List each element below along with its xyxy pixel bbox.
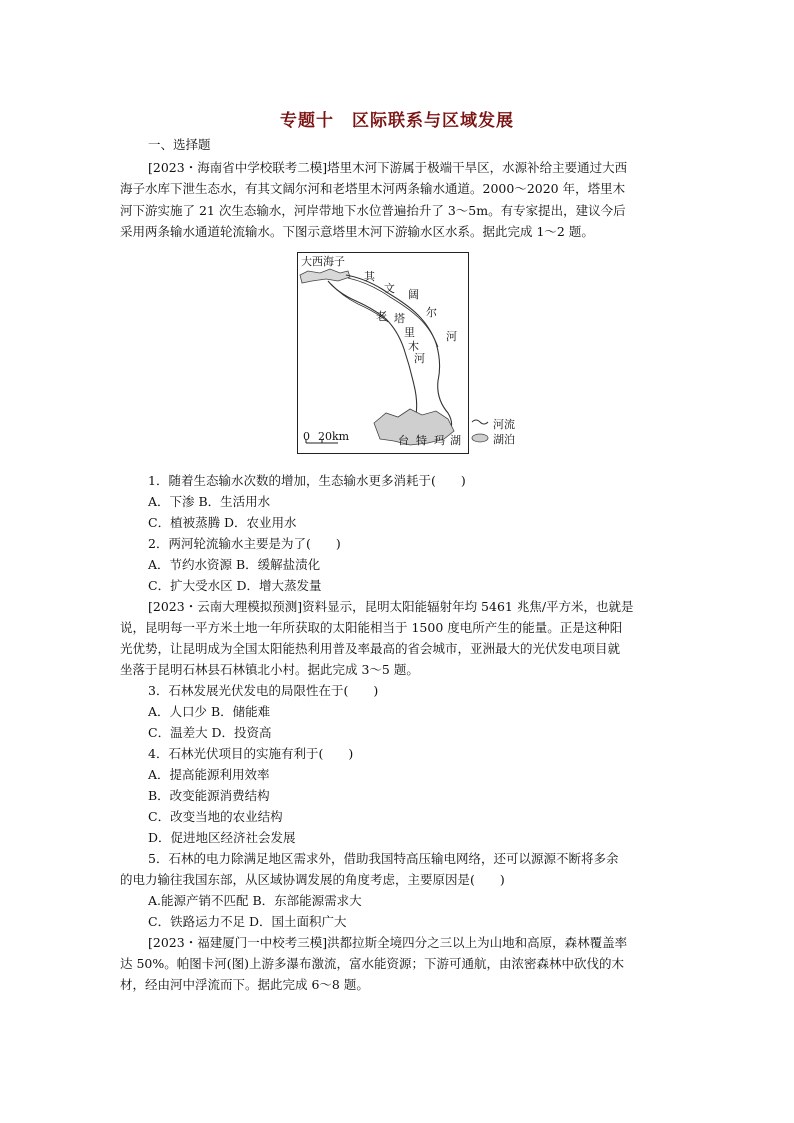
option-line: B．改变能源消费结构	[148, 788, 270, 803]
river1-char: 河	[446, 330, 457, 343]
question-line: 3．石林发展光伏发电的局限性在于( )	[148, 683, 379, 698]
option-line: C．铁路运力不足 D．国土面积广大	[148, 914, 347, 929]
legend-lake: 湖泊	[493, 433, 515, 446]
option-line: A．提高能源利用效率	[148, 767, 270, 782]
river1-char: 阔	[408, 288, 419, 301]
intro1-line: 采用两条输水通道轮流输水。下图示意塔里木河下游输水区水系。据此完成 1～2 题。	[120, 224, 594, 239]
option-line: C．扩大受水区 D．增大蒸发量	[148, 578, 322, 593]
legend-lake-symbol	[472, 434, 488, 442]
option-line: D．促进地区经济社会发展	[148, 830, 296, 845]
legend-river-symbol	[472, 420, 488, 424]
lake-char: 特	[416, 434, 427, 447]
option-line: C．植被蒸腾 D．农业用水	[148, 515, 297, 530]
question-line: 的电力输往我国东部，从区域协调发展的角度考虑，主要原因是( )	[120, 872, 505, 887]
river1-char: 其	[364, 270, 375, 283]
question-line: 1．随着生态输水次数的增加，生态输水更多消耗于( )	[148, 473, 466, 488]
option-line: A．下渗 B．生活用水	[148, 494, 271, 509]
option-line: A．节约水资源 B．缓解盐渍化	[148, 557, 321, 572]
scale-label: 20km	[318, 430, 350, 443]
river-old-tarim	[328, 281, 417, 415]
option-line: A．人口少 B．储能难	[148, 704, 271, 719]
intro1-line: [2023・海南省中学校联考二模]塔里木河下游属于极端干旱区，水源补给主要通过大西	[148, 160, 628, 175]
river2-char: 木	[408, 340, 419, 353]
river2-char: 塔	[394, 312, 405, 325]
page-title: 专题十 区际联系与区域发展	[280, 111, 514, 131]
lake-char: 台	[398, 434, 409, 447]
river2-char: 里	[404, 326, 415, 339]
legend-river: 河流	[493, 418, 515, 431]
option-line: A.能源产销不匹配 B．东部能源需求大	[148, 893, 362, 908]
lake-char: 湖	[450, 434, 461, 447]
river-qiwenkuoer	[346, 275, 452, 431]
intro1-line: 河下游实施了 21 次生态输水，河岸带地下水位普遍抬升了 3～5m。有专家提出，建议今后	[120, 203, 626, 218]
option-line: C．改变当地的农业结构	[148, 809, 283, 824]
option-line: C．温差大 D．投资高	[148, 725, 272, 740]
intro1-line: 海子水库下泄生态水，有其文阔尔河和老塔里木河两条输水通道。2000～2020 年，塔里木	[120, 181, 626, 196]
question-line: 4．石林光伏项目的实施有利于( )	[148, 746, 354, 761]
river-map	[297, 252, 469, 454]
reservoir-label: 大西海子	[301, 255, 345, 268]
question-line: 5．石林的电力除满足地区需求外，借助我国特高压输电网络，还可以源源不断将多余	[148, 851, 619, 866]
intro2-line: 坐落于昆明石林县石林镇北小村。据此完成 3～5 题。	[120, 662, 419, 677]
river-map-drawing	[298, 253, 468, 453]
intro3-line: [2023・福建厦门一中校考三模]洪都拉斯全境四分之三以上为山地和高原，森林覆盖率	[148, 935, 628, 950]
intro2-line: [2023・云南大理模拟预测]资料显示，昆明太阳能辐射年均 5461 兆焦/平方米，也就是	[148, 599, 634, 614]
lake-char: 玛	[434, 434, 445, 447]
reservoir-shape	[300, 269, 350, 283]
intro3-line: 材，经由河中浮流而下。据此完成 6～8 题。	[120, 977, 369, 992]
question-line: 2．两河轮流输水主要是为了( )	[148, 536, 341, 551]
river2-char: 河	[414, 352, 425, 365]
intro2-line: 光优势，让昆明成为全国太阳能热利用普及率最高的省会城市，亚洲最大的光伏发电项目就	[120, 641, 621, 656]
intro2-line: 说，昆明每一平方米土地一年所获取的太阳能相当于 1500 度电所产生的能量。正是这种阳	[120, 620, 623, 635]
intro3-line: 达 50%。帕图卡河(图)上游多瀑布激流，富水能资源；下游可通航，由浓密森林中砍伐的木	[120, 956, 625, 971]
river1-char: 文	[384, 282, 395, 295]
scale-zero: 0	[303, 430, 310, 443]
legend-symbols	[470, 416, 492, 446]
river1-char: 尔	[426, 306, 437, 319]
river2-char: 老	[376, 310, 387, 323]
section-heading: 一、选择题	[148, 137, 211, 152]
